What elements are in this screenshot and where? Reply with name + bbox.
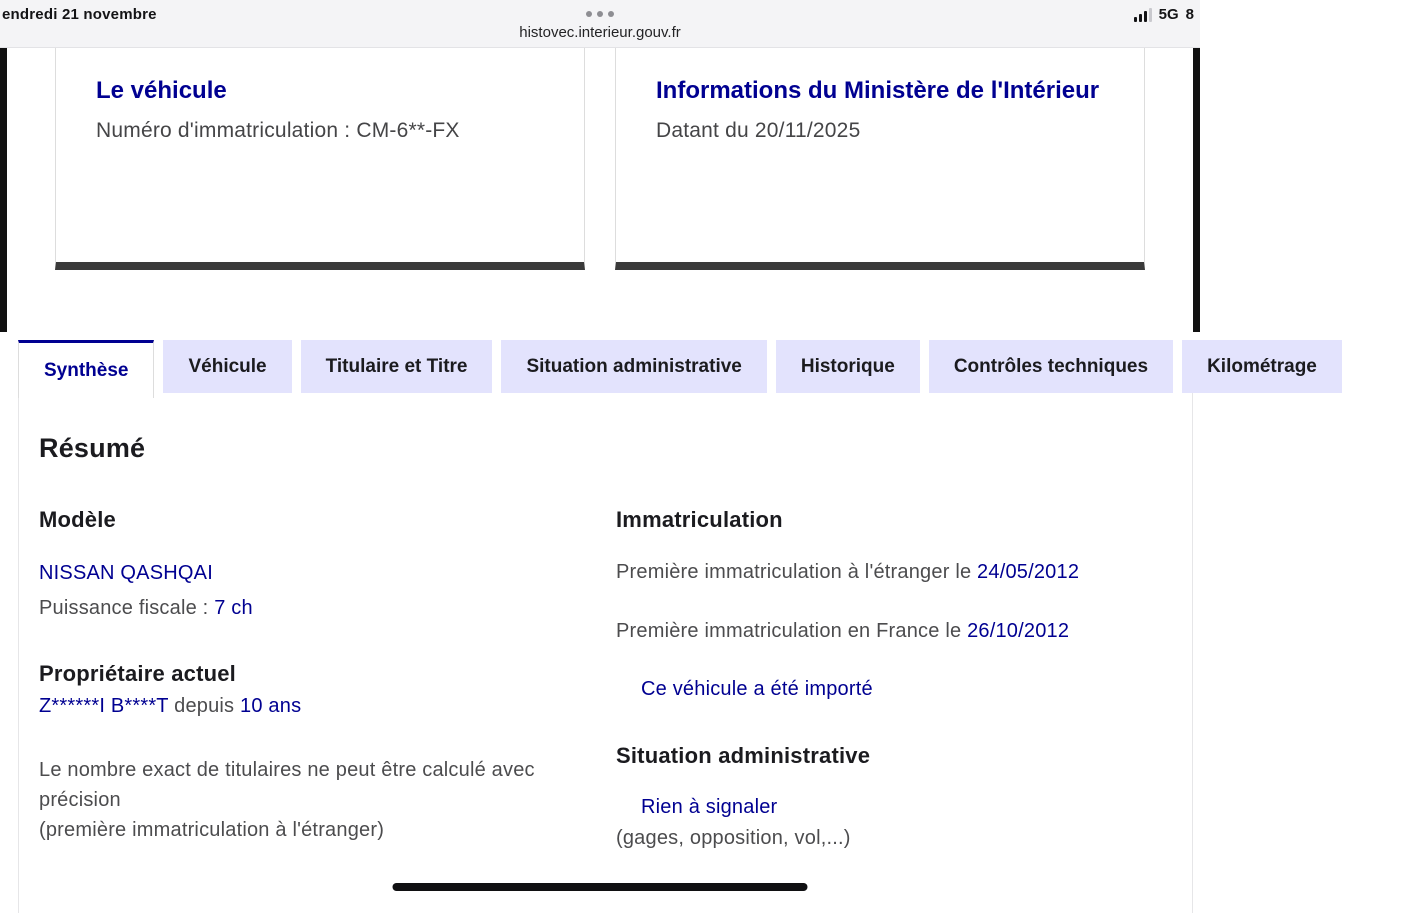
tab-titulaire-et-titre[interactable]: Titulaire et Titre [301,340,493,393]
network-type-label: 5G [1158,6,1179,23]
summary-left-column [39,506,596,852]
tab-controles-techniques[interactable]: Contrôles techniques [929,340,1173,393]
fiscal-power-value: 7 ch [214,597,253,619]
admin-status-value: Rien à signaler [641,796,778,818]
clipped-card-edge-right [1193,48,1200,332]
ministry-info-card [615,48,1145,270]
first-registration-abroad-line [616,559,1172,585]
status-url-bar [0,0,1200,48]
vehicle-imported-note: Ce véhicule a été importé [641,678,873,700]
ministry-data-date: Datant du 20/11/2025 [656,119,861,142]
registration-heading: Immatriculation [616,507,783,532]
first-registration-abroad-date: 24/05/2012 [977,561,1080,583]
owner-masked-name: Z******I B****T [39,695,169,717]
first-registration-france-line [616,618,1172,644]
owner-note-line1: Le nombre exact de titulaires ne peut être calculé avec précision [39,759,535,811]
first-registration-france-label: Première immatriculation en France le [616,620,968,642]
owner-since-value: 10 ans [240,695,302,717]
battery-percent-label: 8 [1185,6,1194,23]
tab-kilometrage[interactable]: Kilométrage [1182,340,1342,393]
owner-line [39,693,596,719]
address-bar-url[interactable]: histovec.interieur.gouv.fr [519,24,681,41]
status-indicators [1134,6,1194,23]
summary-right-column [616,506,1172,852]
owner-note [39,755,584,845]
ministry-card-title: Informations du Ministère de l'Intérieur [656,77,1100,104]
vehicle-card [55,48,585,270]
model-name-value: NISSAN QASHQAI [39,562,213,584]
tab-situation-administrative[interactable]: Situation administrative [501,340,766,393]
window-controls-dots-icon[interactable] [586,11,614,17]
model-heading: Modèle [39,507,116,532]
status-date: endredi 21 novembre [2,6,157,23]
fiscal-power-label: Puissance fiscale : [39,597,215,619]
admin-status-details: (gages, opposition, vol,...) [616,827,851,849]
home-indicator-handle[interactable] [393,883,808,891]
first-registration-abroad-label: Première immatriculation à l'étranger le [616,561,978,583]
tab-historique[interactable]: Historique [776,340,920,393]
owner-note-line2: (première immatriculation à l'étranger) [39,819,385,841]
fiscal-power-line [39,595,596,621]
panel-title-resume: Résumé [39,433,146,463]
owner-heading: Propriétaire actuel [39,661,236,686]
owner-since-label: depuis [168,695,241,717]
cellular-signal-icon [1134,8,1152,22]
admin-situation-heading: Situation administrative [616,743,871,768]
first-registration-france-date: 26/10/2012 [967,620,1070,642]
report-tab-bar [18,340,1418,398]
clipped-card-edge-left [0,48,7,332]
tab-vehicule[interactable]: Véhicule [163,340,291,393]
tab-synthese[interactable]: Synthèse [18,340,154,398]
synthese-panel [18,393,1193,913]
vehicle-card-title: Le véhicule [96,77,227,104]
vehicle-registration-number: Numéro d'immatriculation : CM-6**-FX [96,119,460,142]
